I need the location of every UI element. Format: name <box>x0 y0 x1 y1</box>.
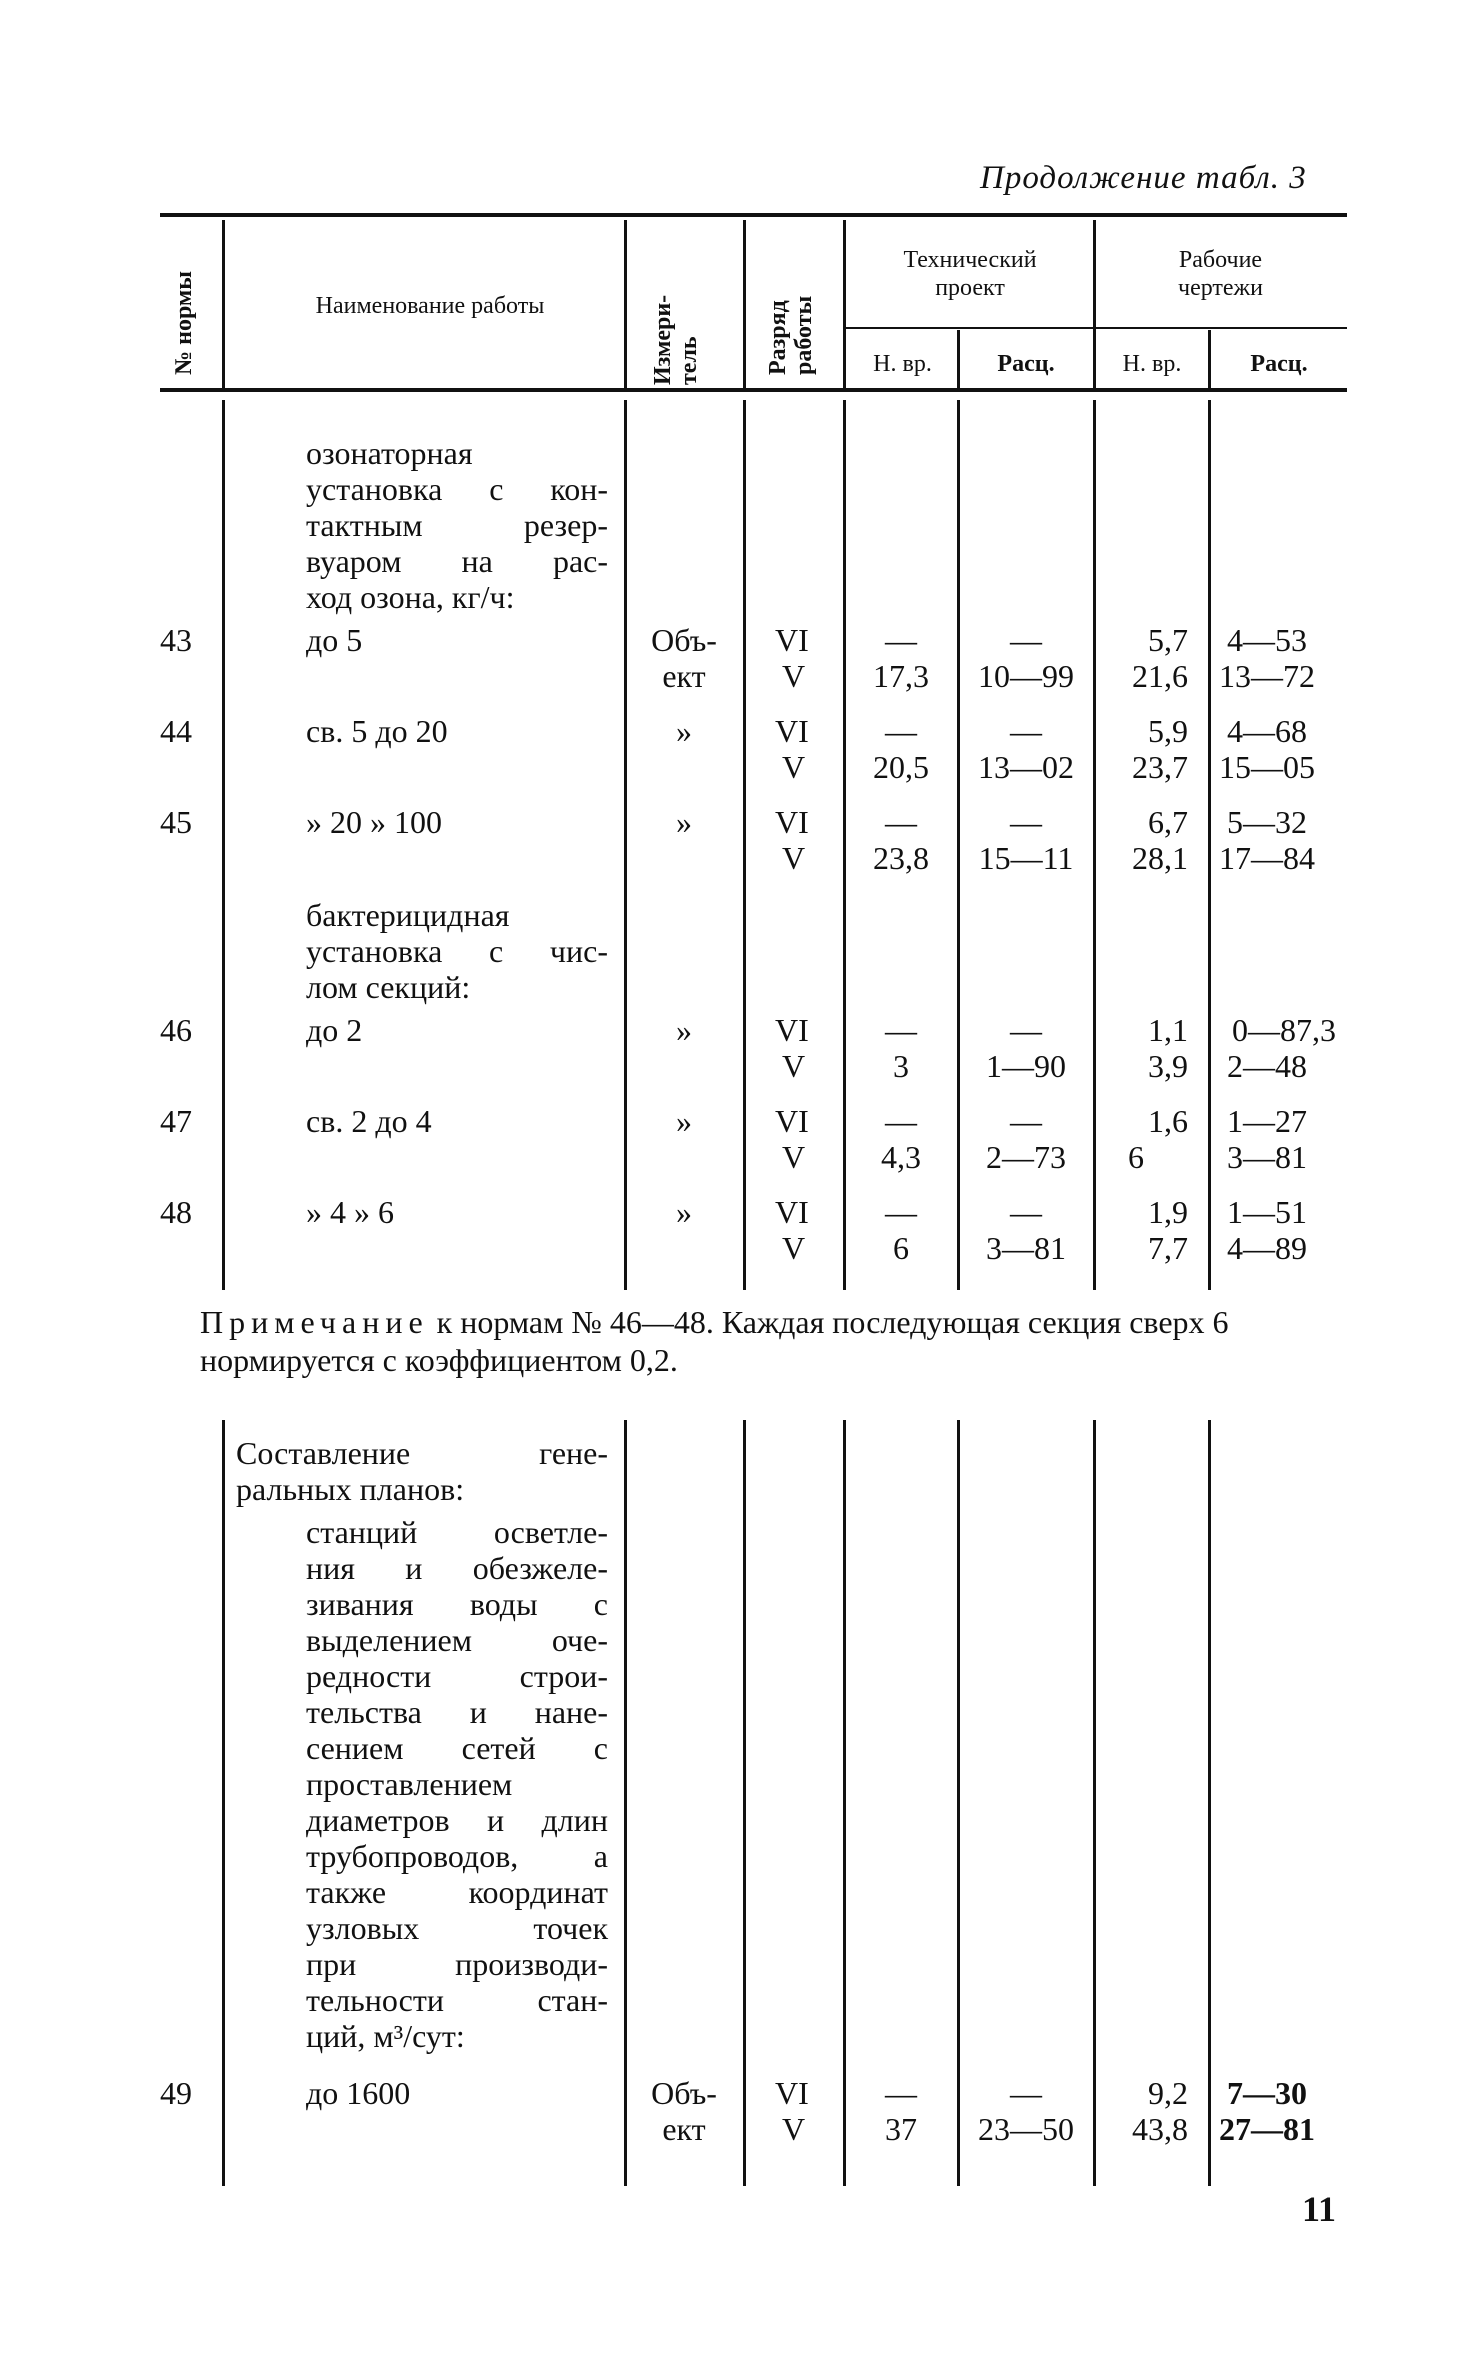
row-work-rasc: 13—72 <box>1219 658 1315 694</box>
row-work-rasc: 4—68 <box>1227 713 1307 749</box>
row-unit: » <box>676 1194 692 1230</box>
row-grade: VI <box>775 622 809 658</box>
row-number: 44 <box>160 713 192 749</box>
header-divider <box>222 220 225 388</box>
row-tech-rasc: 10—99 <box>978 658 1074 694</box>
row-grade: VI <box>775 1103 809 1139</box>
row-tech-rasc: 2—73 <box>986 1139 1066 1175</box>
body-divider <box>743 1420 746 2186</box>
group-subtitle-line: ций, м³/сут: <box>306 2018 465 2054</box>
row-work-rasc: 27—81 <box>1219 2111 1315 2147</box>
header-divider <box>743 220 746 388</box>
group-title-line: ральных планов: <box>236 1471 465 1507</box>
row-work-nvr: 5,9 <box>1148 713 1188 749</box>
row-grade: VI <box>775 1194 809 1230</box>
group-subtitle-line: также координат <box>306 1874 608 1910</box>
group-subtitle-line: проставлением <box>306 1766 513 1802</box>
row-work-rasc: 5—32 <box>1227 804 1307 840</box>
group-title-line: установка с кон- <box>306 471 608 507</box>
header-divider <box>843 220 846 388</box>
row-tech-rasc: — <box>1010 1012 1042 1048</box>
row-work-rasc: 7—30 <box>1227 2075 1307 2111</box>
row-unit: » <box>676 713 692 749</box>
row-work-rasc: 17—84 <box>1219 840 1315 876</box>
group-subtitle-line: трубопроводов, а <box>306 1838 608 1874</box>
row-unit: » <box>676 1012 692 1048</box>
group-subtitle-line: редности строи- <box>306 1658 608 1694</box>
body-divider <box>624 1420 627 2186</box>
body-divider <box>222 400 225 1290</box>
row-tech-rasc: — <box>1010 713 1042 749</box>
table-top-rule <box>160 213 1347 217</box>
header-work-nvr: Н. вр. <box>1122 351 1182 377</box>
body-divider <box>1093 400 1096 1290</box>
row-grade: V <box>782 658 806 694</box>
row-work-nvr: 43,8 <box>1132 2111 1188 2147</box>
row-name: » 20 » 100 <box>306 804 442 840</box>
subheader-rule <box>846 327 1347 329</box>
row-tech-rasc: 15—11 <box>978 840 1074 876</box>
group-title-line: Составление гене- <box>236 1435 608 1471</box>
row-grade: VI <box>775 713 809 749</box>
body-divider <box>843 400 846 1290</box>
row-work-nvr: 7,7 <box>1148 1230 1188 1266</box>
row-tech-nvr: 3 <box>893 1048 909 1084</box>
group-title-line: тактным резер- <box>306 507 608 543</box>
row-work-nvr: 5,7 <box>1148 622 1188 658</box>
row-unit: Объ- <box>651 622 717 658</box>
row-work-nvr: 21,6 <box>1132 658 1188 694</box>
header-unit: Измери- тель <box>650 294 702 385</box>
row-work-nvr: 6,7 <box>1148 804 1188 840</box>
body-divider <box>1093 1420 1096 2186</box>
row-grade: V <box>782 1139 806 1175</box>
page-heading: Продолжение табл. 3 <box>980 160 1307 196</box>
header-divider <box>1208 330 1211 388</box>
row-tech-nvr: — <box>885 622 917 658</box>
group-title-line: лом секций: <box>306 969 471 1005</box>
row-work-rasc: 4—53 <box>1227 622 1307 658</box>
group-title-line: установка с чис- <box>306 933 608 969</box>
group-subtitle-line: зивания воды с <box>306 1586 608 1622</box>
row-work-nvr: 9,2 <box>1148 2075 1188 2111</box>
row-number: 46 <box>160 1012 192 1048</box>
row-tech-nvr: 17,3 <box>873 658 929 694</box>
row-tech-rasc: 23—50 <box>978 2111 1074 2147</box>
row-name: » 4 » 6 <box>306 1194 394 1230</box>
body-divider <box>957 1420 960 2186</box>
row-work-rasc: 1—27 <box>1227 1103 1307 1139</box>
row-tech-nvr: — <box>885 1103 917 1139</box>
group-subtitle-line: станций осветле- <box>306 1514 608 1550</box>
header-grade: Разряд работы <box>765 295 817 375</box>
header-divider <box>624 220 627 388</box>
row-number: 49 <box>160 2075 192 2111</box>
row-grade: VI <box>775 1012 809 1048</box>
row-work-rasc: 1—51 <box>1227 1194 1307 1230</box>
row-work-nvr: 1,6 <box>1148 1103 1188 1139</box>
group-subtitle-line: выделением оче- <box>306 1622 608 1658</box>
row-unit: » <box>676 1103 692 1139</box>
note-text: к нормам № 46—48. Каждая последующая секция сверх 6 нормируется с коэффициентом 0,2. <box>200 1304 1229 1378</box>
row-work-nvr: 3,9 <box>1148 1048 1188 1084</box>
header-work-name: Наименование работы <box>315 293 545 319</box>
header-divider <box>1093 220 1096 388</box>
header-tech-nvr: Н. вр. <box>873 351 932 377</box>
row-tech-nvr: — <box>885 1012 917 1048</box>
body-divider <box>843 1420 846 2186</box>
row-work-rasc: 0—87,3 <box>1232 1012 1336 1048</box>
row-grade: VI <box>775 804 809 840</box>
row-grade: V <box>782 749 806 785</box>
body-divider <box>624 400 627 1290</box>
row-tech-rasc: — <box>1010 804 1042 840</box>
note-label: Примечание <box>200 1304 429 1340</box>
row-tech-rasc: 3—81 <box>986 1230 1066 1266</box>
row-number: 47 <box>160 1103 192 1139</box>
row-grade: V <box>782 1048 806 1084</box>
header-divider <box>957 330 960 388</box>
group-subtitle-line: при производи- <box>306 1946 608 1982</box>
group-subtitle-line: тельства и нане- <box>306 1694 608 1730</box>
row-work-rasc: 2—48 <box>1227 1048 1307 1084</box>
group-title-line: вуаром на рас- <box>306 543 608 579</box>
row-name: до 1600 <box>306 2075 411 2111</box>
row-tech-nvr: — <box>885 1194 917 1230</box>
row-work-nvr: 6 <box>1128 1139 1144 1175</box>
row-tech-nvr: — <box>885 713 917 749</box>
row-tech-nvr: 4,3 <box>881 1139 921 1175</box>
row-grade: V <box>782 1230 806 1266</box>
body-divider <box>743 400 746 1290</box>
group-title-line: бактерицидная <box>306 897 510 933</box>
header-bottom-rule <box>160 388 1347 392</box>
row-number: 48 <box>160 1194 192 1230</box>
page-number: 11 <box>1301 2189 1336 2229</box>
header-work-drawings: Рабочие чертежи <box>1178 247 1263 301</box>
row-grade: VI <box>775 2075 809 2111</box>
row-grade: V <box>782 2111 806 2147</box>
row-tech-rasc: — <box>1010 1194 1042 1230</box>
table-note <box>200 1303 1345 1379</box>
row-work-nvr: 23,7 <box>1132 749 1188 785</box>
row-tech-nvr: — <box>885 804 917 840</box>
row-tech-nvr: 37 <box>885 2111 917 2147</box>
row-name: до 5 <box>306 622 363 658</box>
header-norm-number: № нормы <box>171 270 197 375</box>
row-tech-rasc: — <box>1010 2075 1042 2111</box>
body-divider <box>1208 400 1211 1290</box>
group-subtitle-line: диаметров и длин <box>306 1802 608 1838</box>
row-number: 45 <box>160 804 192 840</box>
header-tech-project: Технический проект <box>903 247 1037 301</box>
row-tech-nvr: — <box>885 2075 917 2111</box>
group-subtitle-line: узловых точек <box>306 1910 608 1946</box>
header-work-rasc: Расц. <box>1250 351 1308 377</box>
row-work-rasc: 15—05 <box>1219 749 1315 785</box>
row-unit: ект <box>662 658 706 694</box>
group-title-line: ход озона, кг/ч: <box>306 579 515 615</box>
group-subtitle-line: ния и обезжеле- <box>306 1550 608 1586</box>
row-tech-nvr: 6 <box>893 1230 909 1266</box>
row-name: до 2 <box>306 1012 363 1048</box>
row-grade: V <box>782 840 806 876</box>
row-unit: » <box>676 804 692 840</box>
body-divider <box>957 400 960 1290</box>
row-work-nvr: 1,9 <box>1148 1194 1188 1230</box>
body-divider <box>1208 1420 1211 2186</box>
row-work-rasc: 3—81 <box>1227 1139 1307 1175</box>
group-subtitle-line: сением сетей с <box>306 1730 608 1766</box>
row-unit: Объ- <box>651 2075 717 2111</box>
group-subtitle-line: тельности стан- <box>306 1982 608 2018</box>
row-tech-rasc: 1—90 <box>986 1048 1066 1084</box>
row-work-rasc: 4—89 <box>1227 1230 1307 1266</box>
row-name: св. 2 до 4 <box>306 1103 432 1139</box>
row-tech-rasc: — <box>1010 1103 1042 1139</box>
row-tech-nvr: 23,8 <box>873 840 929 876</box>
row-work-nvr: 1,1 <box>1148 1012 1188 1048</box>
row-unit: ект <box>662 2111 706 2147</box>
body-divider <box>222 1420 225 2186</box>
row-number: 43 <box>160 622 192 658</box>
row-tech-rasc: 13—02 <box>978 749 1074 785</box>
row-tech-rasc: — <box>1010 622 1042 658</box>
row-name: св. 5 до 20 <box>306 713 448 749</box>
row-tech-nvr: 20,5 <box>873 749 929 785</box>
group-title-line: озонаторная <box>306 435 473 471</box>
header-tech-rasc: Расц. <box>997 351 1055 377</box>
row-work-nvr: 28,1 <box>1132 840 1188 876</box>
